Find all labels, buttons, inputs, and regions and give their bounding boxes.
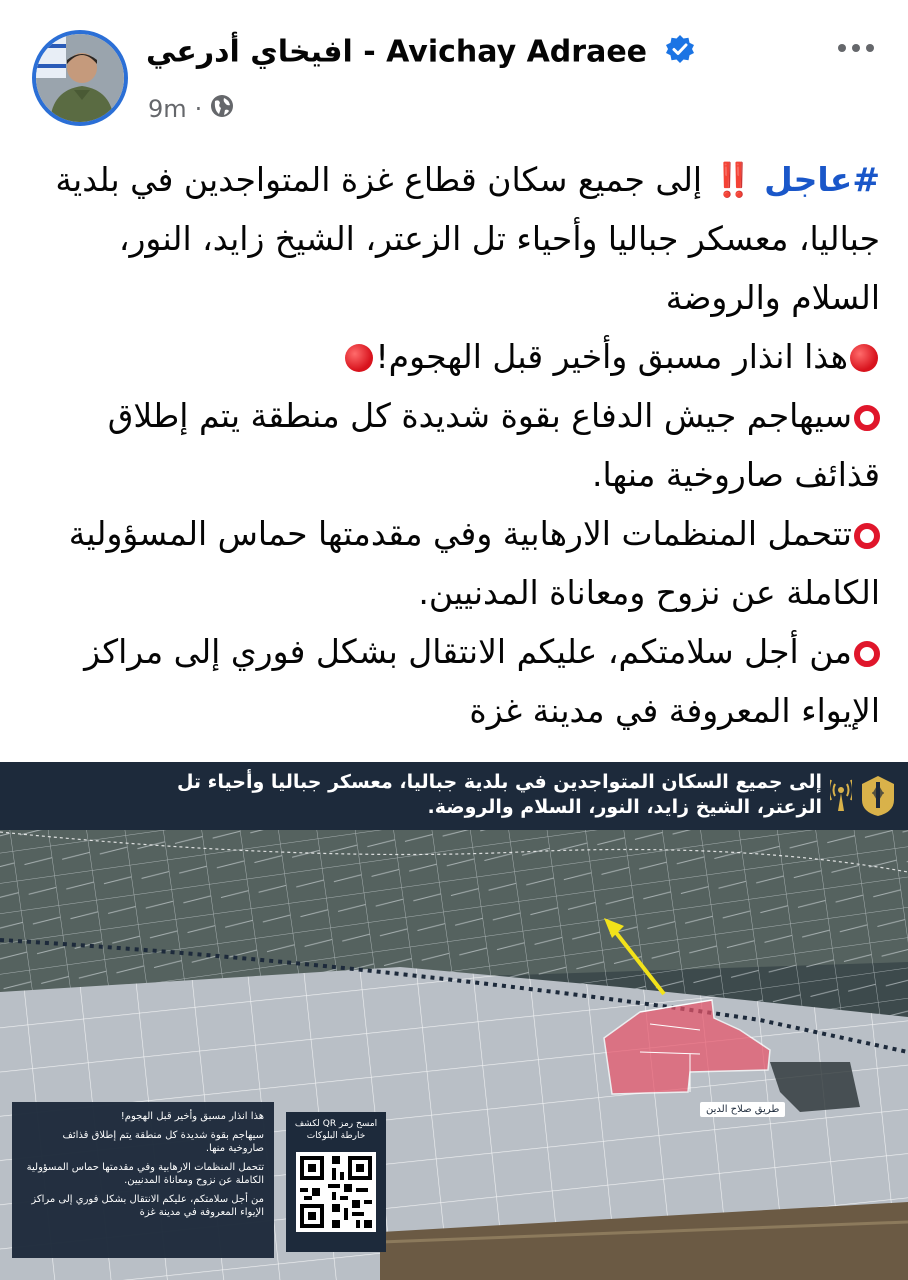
ring-icon: [854, 405, 880, 431]
bullet-3-text: من أجل سلامتكم، عليكم الانتقال بشكل فوري إلى مراكز الإيواء المعروفة في مدينة غزة: [84, 632, 880, 730]
ring-icon: [854, 641, 880, 667]
avatar[interactable]: [32, 30, 128, 126]
map-info-box: [12, 1102, 274, 1258]
post-image-map[interactable]: [0, 762, 908, 1280]
info-line: سيهاجم بقوة شديدة كل منطقة يتم إطلاق قذائف صاروخية منها.: [62, 1130, 264, 1154]
road-label: طريق صلاح الدين: [700, 1102, 785, 1117]
more-dot: [838, 44, 846, 52]
bullet-2: [20, 504, 880, 622]
bullet-1-text: سيهاجم جيش الدفاع بقوة شديدة كل منطقة يتم إطلاق قذائف صاروخية منها.: [107, 396, 880, 494]
qr-caption: امسح رمز QR لكشف خارطة البلوكات: [294, 1119, 378, 1141]
info-line: تتحمل المنظمات الارهابية وفي مقدمتها حماس المسؤولية الكاملة عن نزوح ومعاناة المدنيين.: [26, 1162, 264, 1186]
alert-emoji: ‼️: [712, 160, 754, 199]
verified-badge-icon: [665, 34, 695, 72]
bullet-3: [20, 622, 880, 740]
map-banner: [0, 762, 908, 830]
info-line: من أجل سلامتكم، عليكم الانتقال بشكل فوري إلى مراكز الإيواء المعروفة في مدينة غزة: [31, 1194, 264, 1218]
qr-panel: [286, 1112, 386, 1252]
red-circle-icon: [345, 344, 373, 372]
radio-antenna-icon: [830, 778, 852, 816]
post-timestamp[interactable]: 9m: [148, 95, 187, 123]
ring-icon: [854, 523, 880, 549]
post-body: [20, 150, 880, 740]
more-dot: [852, 44, 860, 52]
warning-text: هذا انذار مسبق وأخير قبل الهجوم!: [375, 337, 848, 376]
info-lines: [24, 1110, 264, 1225]
post-header: [0, 0, 908, 140]
post-meta: [148, 94, 234, 124]
map-banner-text: إلى جميع السكان المتواجدين في بلدية جباليا، معسكر جباليا وأحياء تل الزعتر، الشيخ زايد، النور، السلام والروضة.: [176, 771, 822, 818]
meta-separator: ·: [194, 95, 203, 123]
bullet-2-text: تتحمل المنظمات الارهابية وفي مقدمتها حماس المسؤولية الكاملة عن نزوح ومعاناة المدنيين.: [68, 514, 880, 612]
hashtag-link[interactable]: #عاجل: [764, 160, 880, 199]
avatar-photo: [36, 34, 124, 122]
globe-icon: [210, 94, 234, 124]
qr-code[interactable]: [296, 1152, 376, 1232]
red-circle-icon: [850, 344, 878, 372]
warning-line: [20, 327, 880, 386]
author-name-text[interactable]: افيخاي أدرعي - Avichay Adraee: [146, 34, 648, 70]
idf-emblem-icon: [858, 774, 898, 822]
more-dot: [866, 44, 874, 52]
post-intro: [20, 150, 880, 327]
bullet-1: [20, 386, 880, 504]
author-name[interactable]: [146, 34, 695, 72]
more-options-button[interactable]: [826, 30, 886, 66]
intro-text: إلى جميع سكان قطاع غزة المتواجدين في بلدية جباليا، معسكر جباليا وأحياء تل الزعتر، الشيخ زايد، النور، السلام والروضة: [55, 160, 880, 317]
info-line: هذا انذار مسبق وأخير قبل الهجوم!: [120, 1111, 264, 1122]
